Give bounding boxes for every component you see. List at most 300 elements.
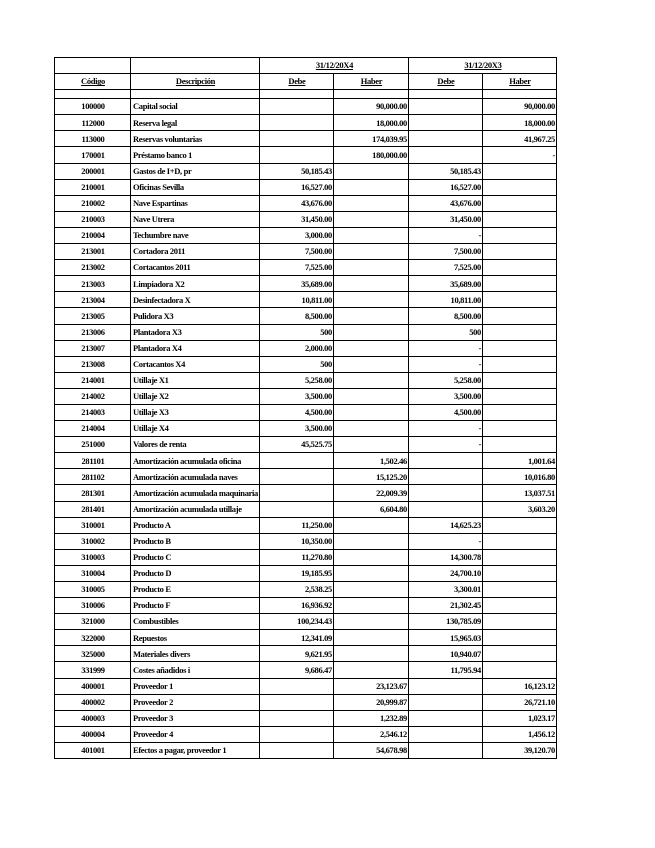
haber-20x3	[482, 565, 556, 581]
account-description: Nave Utrera	[131, 211, 260, 227]
debe-20x3	[408, 115, 482, 131]
haber-20x4: 90,000.00	[333, 99, 408, 115]
haber-20x4	[333, 421, 408, 437]
table-row	[55, 501, 557, 517]
haber-20x3	[482, 388, 556, 404]
debe-20x4: 19,185.95	[259, 565, 333, 581]
debe-20x3: 31,450.00	[408, 211, 482, 227]
account-description: Limpiadora X2	[131, 276, 260, 292]
debe-20x3	[408, 453, 482, 469]
account-description: Producto E	[131, 582, 260, 598]
account-code: 310002	[55, 533, 131, 549]
haber-20x3	[482, 244, 556, 260]
account-description: Efectos a pagar, proveedor 1	[131, 742, 260, 758]
debe-20x3: 500	[408, 324, 482, 340]
debe-20x4: 7,500.00	[259, 244, 333, 260]
haber-20x3: 41,967.25	[482, 131, 556, 147]
debe-20x4	[259, 501, 333, 517]
table-row	[55, 662, 557, 678]
haber-20x3	[482, 533, 556, 549]
debe-20x3	[408, 147, 482, 163]
table-row	[55, 598, 557, 614]
account-description: Producto D	[131, 565, 260, 581]
account-code: 213005	[55, 308, 131, 324]
table-row	[55, 195, 557, 211]
table-row	[55, 147, 557, 163]
debe-20x4: 4,500.00	[259, 404, 333, 420]
blank-cell	[131, 90, 260, 99]
haber-20x3	[482, 340, 556, 356]
debe-20x4	[259, 115, 333, 131]
account-code: 214002	[55, 388, 131, 404]
debe-20x3: -	[408, 340, 482, 356]
debe-20x3: 8,500.00	[408, 308, 482, 324]
debe-20x4	[259, 678, 333, 694]
haber-20x4	[333, 437, 408, 453]
debe-20x4	[259, 453, 333, 469]
debe-20x4: 500	[259, 324, 333, 340]
debe-20x3	[408, 99, 482, 115]
haber-20x4	[333, 308, 408, 324]
haber-20x4	[333, 517, 408, 533]
account-code: 281401	[55, 501, 131, 517]
account-code: 213003	[55, 276, 131, 292]
haber-20x4	[333, 582, 408, 598]
account-description: Cortacantos X4	[131, 356, 260, 372]
table-row	[55, 163, 557, 179]
account-code: 331999	[55, 662, 131, 678]
table-row	[55, 340, 557, 356]
debe-20x4: 50,185.43	[259, 163, 333, 179]
account-description: Producto F	[131, 598, 260, 614]
account-code: 400004	[55, 726, 131, 742]
debe-20x3: 7,500.00	[408, 244, 482, 260]
haber-20x4: 2,546.12	[333, 726, 408, 742]
debe-20x3: 15,965.03	[408, 630, 482, 646]
blank-cell	[333, 90, 408, 99]
account-description: Plantadora X4	[131, 340, 260, 356]
account-description: Amortización acumulada oficina	[131, 453, 260, 469]
haber-20x3: 1,023.17	[482, 710, 556, 726]
table-row	[55, 630, 557, 646]
haber-20x3: 3,603.20	[482, 501, 556, 517]
account-code: 310004	[55, 565, 131, 581]
table-row	[55, 404, 557, 420]
haber-20x3	[482, 211, 556, 227]
haber-20x4	[333, 211, 408, 227]
table-row	[55, 276, 557, 292]
debe-20x3	[408, 742, 482, 758]
haber-20x3	[482, 630, 556, 646]
account-code: 400003	[55, 710, 131, 726]
haber-20x4: 6,604.80	[333, 501, 408, 517]
haber-20x4	[333, 533, 408, 549]
account-description: Producto A	[131, 517, 260, 533]
haber-20x4	[333, 630, 408, 646]
haber-20x4	[333, 388, 408, 404]
haber-20x3	[482, 260, 556, 276]
haber-20x3	[482, 308, 556, 324]
debe-20x4: 31,450.00	[259, 211, 333, 227]
column-header-row	[55, 74, 557, 90]
haber-20x4	[333, 372, 408, 388]
table-row	[55, 244, 557, 260]
account-code: 210003	[55, 211, 131, 227]
debe-20x3: -	[408, 533, 482, 549]
table-row	[55, 115, 557, 131]
haber-20x4	[333, 244, 408, 260]
account-code: 281101	[55, 453, 131, 469]
debe-20x4: 100,234.43	[259, 614, 333, 630]
haber-20x3: 1,001.64	[482, 453, 556, 469]
haber-20x4	[333, 324, 408, 340]
table-row	[55, 710, 557, 726]
debe-20x3: 16,527.00	[408, 179, 482, 195]
haber-20x4	[333, 662, 408, 678]
table-row	[55, 549, 557, 565]
table-row	[55, 227, 557, 243]
haber-20x3	[482, 372, 556, 388]
debe-20x4: 9,686.47	[259, 662, 333, 678]
account-description: Proveedor 1	[131, 678, 260, 694]
account-description: Plantadora X3	[131, 324, 260, 340]
haber-20x3	[482, 356, 556, 372]
ledger-table	[54, 57, 557, 759]
period-header-20x4: 31/12/20X4	[259, 58, 408, 74]
haber-20x4	[333, 227, 408, 243]
debe-20x4: 2,000.00	[259, 340, 333, 356]
blank-cell	[259, 90, 333, 99]
debe-20x3: -	[408, 421, 482, 437]
account-code: 213002	[55, 260, 131, 276]
account-code: 310006	[55, 598, 131, 614]
debe-20x3	[408, 694, 482, 710]
account-code: 213008	[55, 356, 131, 372]
account-description: Oficinas Sevilla	[131, 179, 260, 195]
debe-20x4	[259, 485, 333, 501]
period-header-row	[55, 58, 557, 74]
debe-20x3: -	[408, 356, 482, 372]
table-row	[55, 453, 557, 469]
account-description: Proveedor 2	[131, 694, 260, 710]
account-description: Utillaje X4	[131, 421, 260, 437]
debe-20x4: 500	[259, 356, 333, 372]
table-row	[55, 99, 557, 115]
debe-20x3: 3,500.00	[408, 388, 482, 404]
account-code: 213001	[55, 244, 131, 260]
spacer-row	[55, 90, 557, 99]
haber-20x4	[333, 276, 408, 292]
debe-20x3	[408, 131, 482, 147]
table-row	[55, 469, 557, 485]
blank-cell	[55, 58, 131, 74]
account-description: Techumbre nave	[131, 227, 260, 243]
account-code: 213007	[55, 340, 131, 356]
account-description: Nave Espartinas	[131, 195, 260, 211]
account-code: 325000	[55, 646, 131, 662]
haber-20x3: 10,016.80	[482, 469, 556, 485]
account-code: 401001	[55, 742, 131, 758]
debe-20x4: 3,500.00	[259, 388, 333, 404]
debe-20x3: 50,185.43	[408, 163, 482, 179]
table-row	[55, 388, 557, 404]
haber-20x4	[333, 646, 408, 662]
haber-20x3	[482, 437, 556, 453]
column-header-code: Código	[55, 74, 131, 90]
debe-20x4: 12,341.09	[259, 630, 333, 646]
haber-20x4	[333, 549, 408, 565]
debe-20x4: 11,250.00	[259, 517, 333, 533]
account-description: Capital social	[131, 99, 260, 115]
debe-20x3	[408, 726, 482, 742]
haber-20x3	[482, 292, 556, 308]
account-description: Amortización acumulada naves	[131, 469, 260, 485]
debe-20x4: 9,621.95	[259, 646, 333, 662]
table-row	[55, 131, 557, 147]
account-code: 200001	[55, 163, 131, 179]
debe-20x3: 130,785.09	[408, 614, 482, 630]
column-header-debe-20x3: Debe	[408, 74, 482, 90]
debe-20x4: 11,270.80	[259, 549, 333, 565]
haber-20x4: 1,502.46	[333, 453, 408, 469]
haber-20x4	[333, 565, 408, 581]
account-code: 214004	[55, 421, 131, 437]
haber-20x3: 1,456.12	[482, 726, 556, 742]
account-description: Cortadora 2011	[131, 244, 260, 260]
account-description: Combustibles	[131, 614, 260, 630]
debe-20x4: 3,500.00	[259, 421, 333, 437]
debe-20x4	[259, 726, 333, 742]
ledger-body	[55, 58, 557, 759]
haber-20x4: 174,039.95	[333, 131, 408, 147]
haber-20x3	[482, 517, 556, 533]
account-code: 210002	[55, 195, 131, 211]
account-description: Proveedor 4	[131, 726, 260, 742]
haber-20x4	[333, 260, 408, 276]
haber-20x3	[482, 662, 556, 678]
haber-20x3: 39,120.70	[482, 742, 556, 758]
table-row	[55, 372, 557, 388]
table-row	[55, 437, 557, 453]
account-code: 170001	[55, 147, 131, 163]
account-code: 210004	[55, 227, 131, 243]
account-code: 112000	[55, 115, 131, 131]
haber-20x3	[482, 421, 556, 437]
table-row	[55, 324, 557, 340]
table-row	[55, 726, 557, 742]
account-description: Repuestos	[131, 630, 260, 646]
haber-20x4: 15,125.20	[333, 469, 408, 485]
debe-20x4: 35,689.00	[259, 276, 333, 292]
haber-20x4	[333, 598, 408, 614]
account-description: Amortización acumulada maquinaria	[131, 485, 260, 501]
haber-20x3	[482, 276, 556, 292]
haber-20x4: 180,000.00	[333, 147, 408, 163]
debe-20x4: 5,258.00	[259, 372, 333, 388]
account-code: 213006	[55, 324, 131, 340]
haber-20x4: 1,232.89	[333, 710, 408, 726]
table-row	[55, 646, 557, 662]
debe-20x4	[259, 131, 333, 147]
account-description: Amortización acumulada utillaje	[131, 501, 260, 517]
haber-20x4	[333, 614, 408, 630]
table-row	[55, 614, 557, 630]
account-description: Préstamo banco 1	[131, 147, 260, 163]
haber-20x3	[482, 582, 556, 598]
haber-20x3: 90,000.00	[482, 99, 556, 115]
account-code: 400002	[55, 694, 131, 710]
account-description: Producto C	[131, 549, 260, 565]
debe-20x3: 5,258.00	[408, 372, 482, 388]
account-code: 214003	[55, 404, 131, 420]
account-description: Proveedor 3	[131, 710, 260, 726]
table-row	[55, 517, 557, 533]
debe-20x3	[408, 469, 482, 485]
table-row	[55, 356, 557, 372]
debe-20x3	[408, 678, 482, 694]
haber-20x3	[482, 324, 556, 340]
debe-20x4: 10,350.00	[259, 533, 333, 549]
haber-20x3	[482, 195, 556, 211]
table-row	[55, 308, 557, 324]
table-row	[55, 260, 557, 276]
haber-20x3	[482, 404, 556, 420]
blank-cell	[55, 90, 131, 99]
debe-20x4: 8,500.00	[259, 308, 333, 324]
blank-cell	[482, 90, 556, 99]
table-row	[55, 565, 557, 581]
account-description: Reserva legal	[131, 115, 260, 131]
account-description: Utillaje X2	[131, 388, 260, 404]
account-code: 321000	[55, 614, 131, 630]
account-description: Desinfectadora X	[131, 292, 260, 308]
debe-20x3: 35,689.00	[408, 276, 482, 292]
table-row	[55, 211, 557, 227]
debe-20x4	[259, 99, 333, 115]
haber-20x3	[482, 646, 556, 662]
debe-20x3: -	[408, 437, 482, 453]
account-code: 310005	[55, 582, 131, 598]
debe-20x4: 16,527.00	[259, 179, 333, 195]
haber-20x3	[482, 614, 556, 630]
haber-20x3	[482, 227, 556, 243]
period-header-20x3: 31/12/20X3	[408, 58, 556, 74]
account-code: 281301	[55, 485, 131, 501]
debe-20x3: 4,500.00	[408, 404, 482, 420]
account-code: 214001	[55, 372, 131, 388]
table-row	[55, 694, 557, 710]
table-row	[55, 582, 557, 598]
haber-20x4	[333, 340, 408, 356]
haber-20x3: -	[482, 147, 556, 163]
account-code: 100000	[55, 99, 131, 115]
haber-20x3	[482, 163, 556, 179]
column-header-haber-20x3: Haber	[482, 74, 556, 90]
haber-20x4	[333, 292, 408, 308]
debe-20x4	[259, 469, 333, 485]
account-description: Materiales divers	[131, 646, 260, 662]
account-description: Reservas voluntarias	[131, 131, 260, 147]
blank-cell	[408, 90, 482, 99]
account-code: 213004	[55, 292, 131, 308]
debe-20x3: 10,811.00	[408, 292, 482, 308]
table-row	[55, 292, 557, 308]
haber-20x3	[482, 598, 556, 614]
debe-20x4	[259, 147, 333, 163]
haber-20x4	[333, 356, 408, 372]
debe-20x3	[408, 710, 482, 726]
account-code: 400001	[55, 678, 131, 694]
haber-20x4: 22,009.39	[333, 485, 408, 501]
haber-20x4	[333, 163, 408, 179]
table-row	[55, 421, 557, 437]
account-description: Pulidora X3	[131, 308, 260, 324]
table-row	[55, 179, 557, 195]
debe-20x3	[408, 485, 482, 501]
haber-20x4	[333, 179, 408, 195]
account-description: Utillaje X3	[131, 404, 260, 420]
account-code: 251000	[55, 437, 131, 453]
debe-20x4: 2,538.25	[259, 582, 333, 598]
debe-20x4	[259, 694, 333, 710]
account-code: 310001	[55, 517, 131, 533]
haber-20x3	[482, 549, 556, 565]
debe-20x3: 7,525.00	[408, 260, 482, 276]
account-description: Cortacantos 2011	[131, 260, 260, 276]
debe-20x3: 3,300.01	[408, 582, 482, 598]
haber-20x4: 20,999.87	[333, 694, 408, 710]
debe-20x4: 3,000.00	[259, 227, 333, 243]
haber-20x3: 26,721.10	[482, 694, 556, 710]
table-row	[55, 533, 557, 549]
haber-20x3: 18,000.00	[482, 115, 556, 131]
column-header-description: Descripción	[131, 74, 260, 90]
account-code: 322000	[55, 630, 131, 646]
debe-20x4: 45,525.75	[259, 437, 333, 453]
debe-20x3: 14,300.78	[408, 549, 482, 565]
haber-20x3: 16,123.12	[482, 678, 556, 694]
debe-20x4: 16,936.92	[259, 598, 333, 614]
account-code: 210001	[55, 179, 131, 195]
account-description: Utillaje X1	[131, 372, 260, 388]
table-row	[55, 742, 557, 758]
debe-20x3: 21,302.45	[408, 598, 482, 614]
account-description: Producto B	[131, 533, 260, 549]
debe-20x4: 43,676.00	[259, 195, 333, 211]
account-description: Valores de renta	[131, 437, 260, 453]
debe-20x3	[408, 501, 482, 517]
haber-20x4	[333, 404, 408, 420]
account-code: 113000	[55, 131, 131, 147]
account-code: 281102	[55, 469, 131, 485]
haber-20x3: 13,037.51	[482, 485, 556, 501]
haber-20x3	[482, 179, 556, 195]
column-header-haber-20x4: Haber	[333, 74, 408, 90]
haber-20x4: 23,123.67	[333, 678, 408, 694]
debe-20x4: 10,811.00	[259, 292, 333, 308]
table-row	[55, 485, 557, 501]
debe-20x3: -	[408, 227, 482, 243]
debe-20x3: 10,940.07	[408, 646, 482, 662]
haber-20x4	[333, 195, 408, 211]
debe-20x4: 7,525.00	[259, 260, 333, 276]
debe-20x3: 14,625.23	[408, 517, 482, 533]
haber-20x4: 54,678.98	[333, 742, 408, 758]
table-row	[55, 678, 557, 694]
debe-20x3: 24,700.10	[408, 565, 482, 581]
blank-cell	[131, 58, 260, 74]
debe-20x4	[259, 742, 333, 758]
